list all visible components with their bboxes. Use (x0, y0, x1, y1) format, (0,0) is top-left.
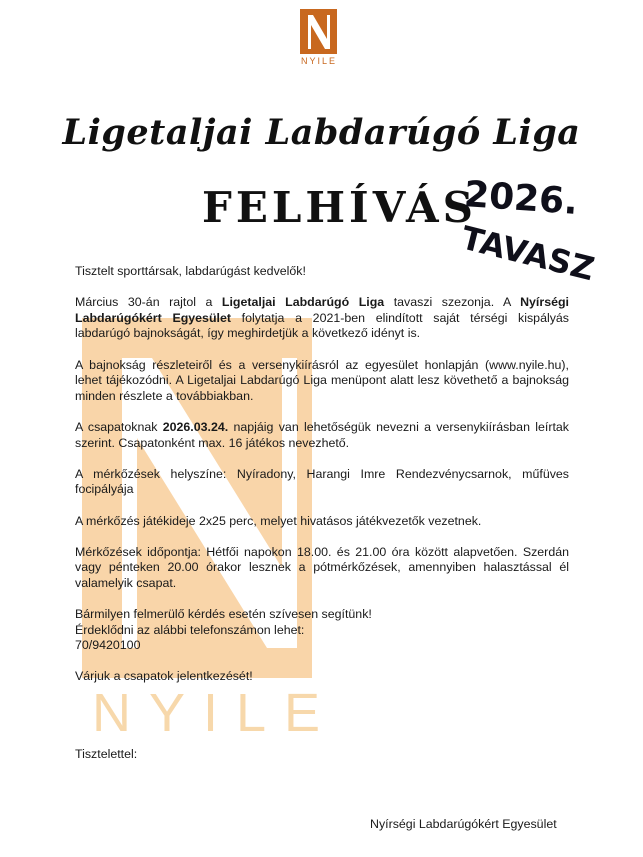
season-year: 2026. (462, 174, 580, 223)
text-span: folytatja a 2021-ben elindított saját térségi kispályás labdarúgó bajnokságát, így meghirdetjük a következő idényt is. (75, 310, 569, 341)
watermark-text: NYILE (92, 683, 339, 743)
paragraph-duration: A mérkőzés játékideje 2x25 perc, melyet hivatásos játékvezetők vezetnek. (75, 513, 482, 528)
deadline-date: 2026.03.24. (162, 419, 229, 434)
paragraph-website: A bajnokság részleteiről és a versenykiírásról az egyesület honlapján (www.nyile.hu), lehet tájékozódni. A Ligetaljai Labdarúgó Liga menüpont alatt lesz követhető a bajnokság minden részlete a továbbiakban. (75, 357, 569, 403)
closing: Tisztelettel: (75, 747, 138, 762)
paragraph-intro (75, 295, 569, 342)
paragraph-venue: A mérkőzések helyszíne: Nyíradony, Harangi Imre Rendezvénycsarnok, műfüves focipályája (75, 466, 569, 497)
text-span: napjáig van lehetőségük nevezni a versenykiírásban leírtak szerint. Csapatonként max. 16 játékos nevezhető. (75, 419, 569, 450)
text-span: tavaszi szezonja. A (384, 295, 521, 310)
nyile-logo (300, 9, 337, 54)
season-name: TAVASZ (457, 218, 599, 289)
paragraph-deadline (75, 420, 569, 451)
text-span: A csapatoknak (75, 419, 163, 434)
signature: Nyírségi Labdarúgókért Egyesület (370, 817, 557, 831)
contact-line-1: Bármilyen felmerülő kérdés esetén szívesen segítünk! (75, 607, 372, 622)
greeting: Tisztelt sporttársak, labdarúgást kedvelők! (75, 264, 306, 278)
page-heading: FELHÍVÁS (202, 183, 477, 232)
phone-number: 70/9420100 (75, 638, 141, 653)
paragraph-invite: Várjuk a csapatok jelentkezését! (75, 669, 253, 684)
league-name-bold: Ligetaljai Labdarúgó Liga (221, 295, 385, 310)
paragraph-schedule: Mérkőzések időpontja: Hétfői napokon 18.00. és 21.00 óra között alapvetően. Szerdán vagy pénteken 20.00 órakor lesznek a pótmérkőzések, amennyiben halasztással él valamelyik csapat. (75, 544, 569, 590)
league-title: Ligetaljai Labdarúgó Liga (62, 112, 581, 153)
n-logo-icon (300, 9, 337, 54)
contact-line-2: Érdeklődni az alábbi telefonszámon lehet: (75, 622, 305, 637)
paragraph-contact (75, 607, 569, 654)
letter-body (75, 264, 569, 778)
text-span: Március 30-án rajtol a (75, 295, 222, 310)
logo-name: NYILE (300, 56, 337, 66)
club-name-bold: Nyírségi Labdarúgókért Egyesület (75, 295, 569, 325)
